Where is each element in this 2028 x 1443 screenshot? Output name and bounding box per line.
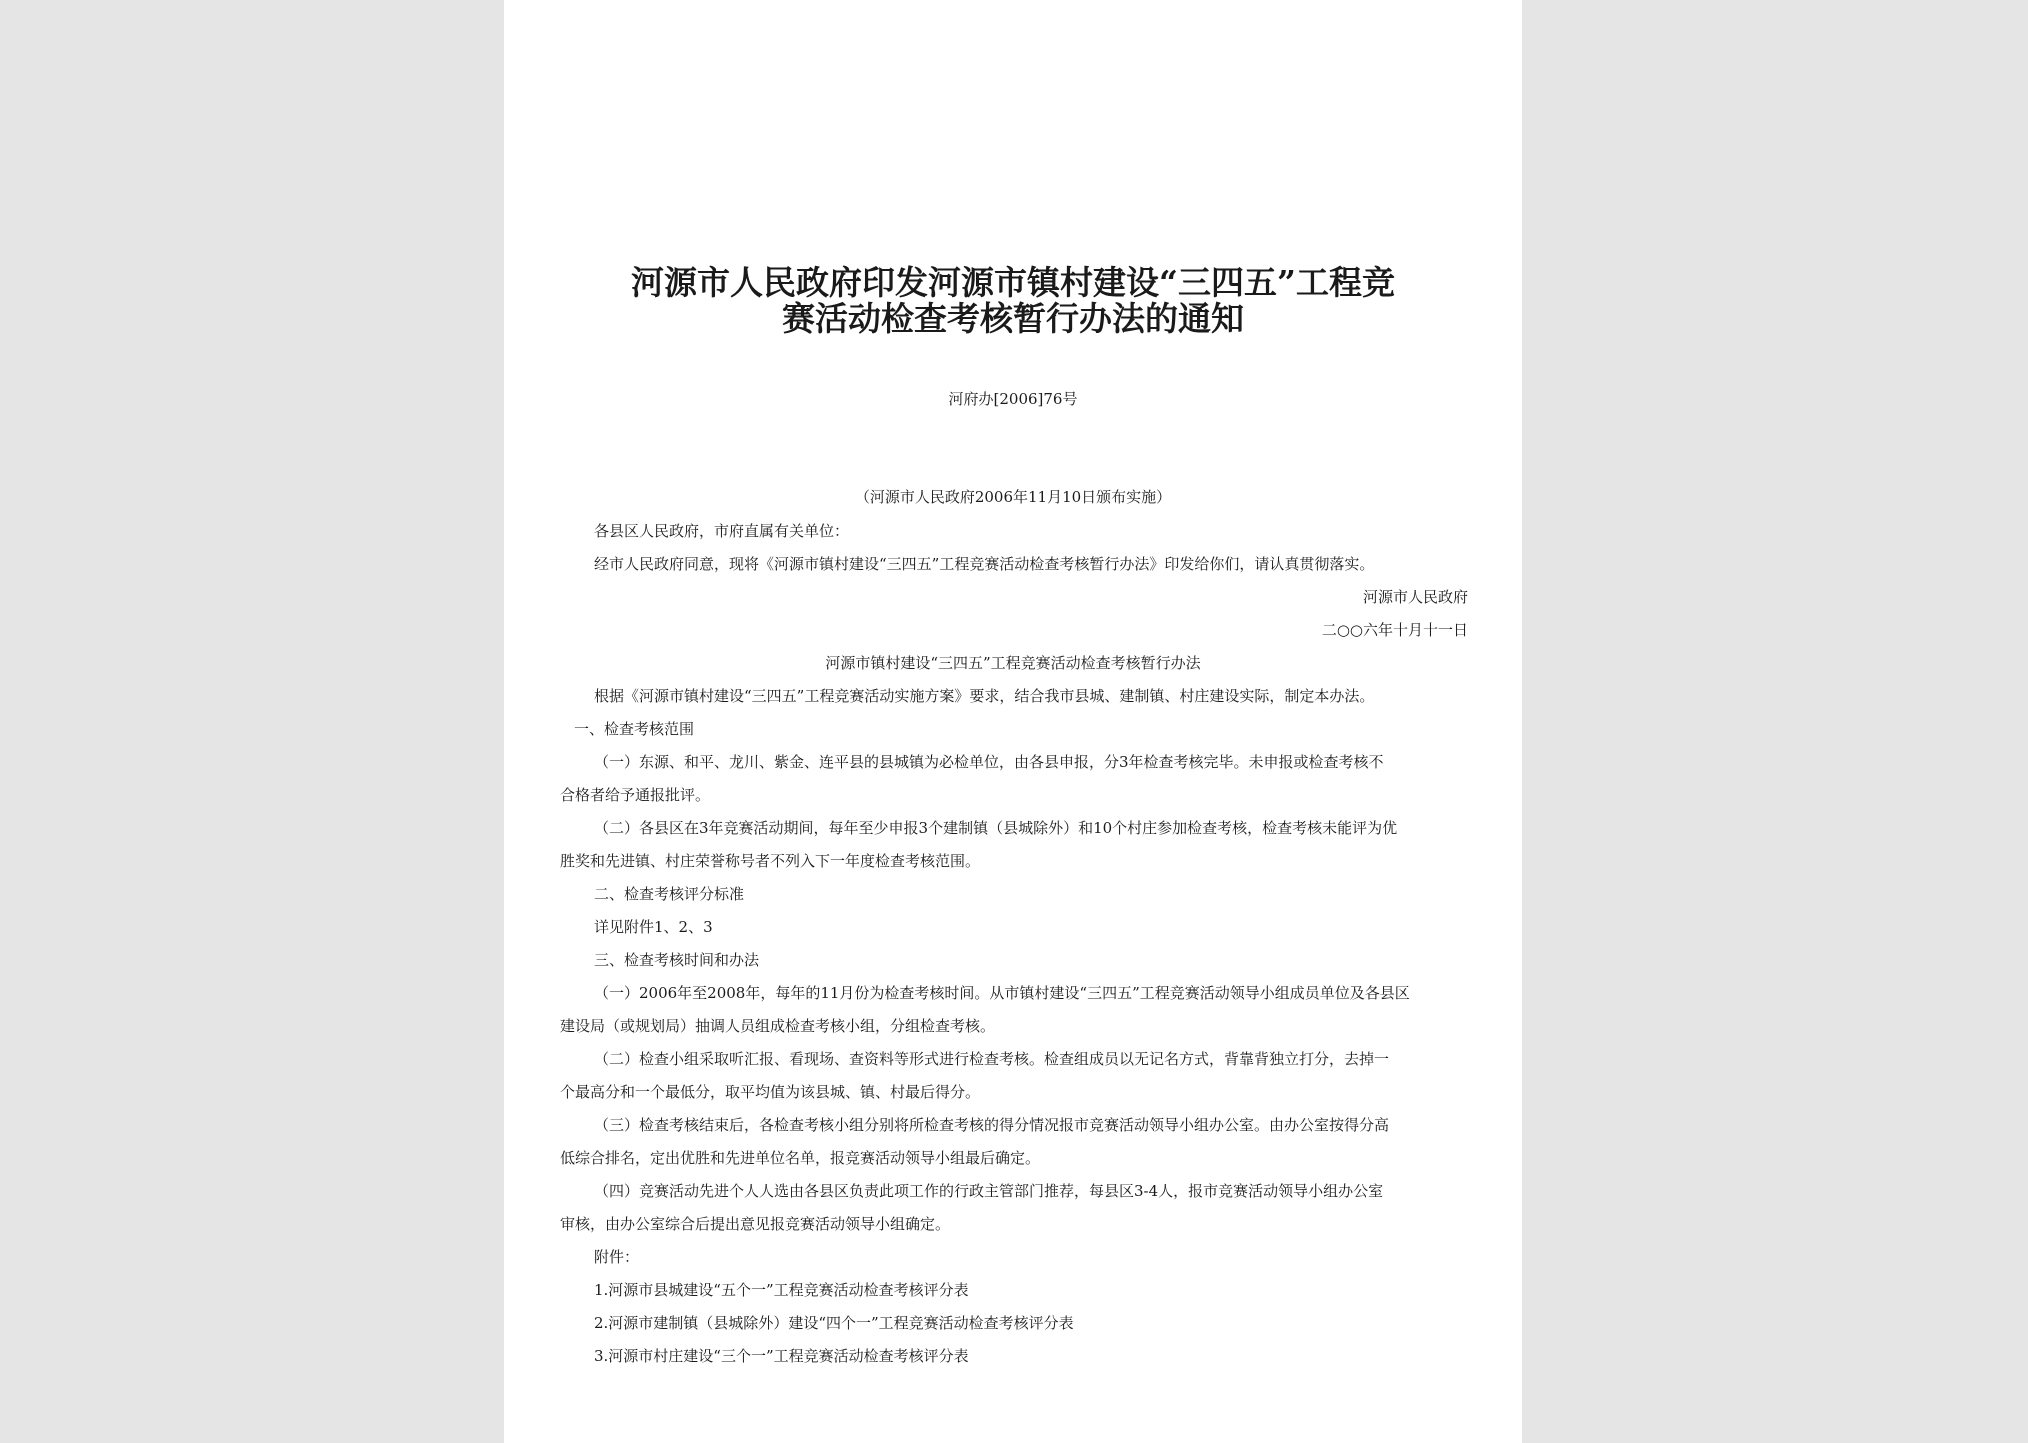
measures-title: 河源市镇村建设“三四五”工程竞赛活动检查考核暂行办法 [825, 654, 1201, 672]
signature-org: 河源市人民政府 [1362, 588, 1468, 606]
body-line: （一）2006年至2008年，每年的11月份为检查考核时间。从市镇村建设“三四五”工程竞赛活动领导小组成员单位及各县区 [594, 984, 1410, 1002]
body-intro: 经市人民政府同意，现将《河源市镇村建设“三四五”工程竞赛活动检查考核暂行办法》印发给你们，请认真贯彻落实。 [594, 555, 1375, 573]
attachment-item: 1.河源市县城建设“五个一”工程竞赛活动检查考核评分表 [594, 1281, 969, 1299]
document-title-line-1: 河源市人民政府印发河源市镇村建设“三四五”工程竞 [631, 263, 1395, 302]
body-line: （三）检查考核结束后，各检查考核小组分别将所检查考核的得分情况报市竞赛活动领导小组办公室。由办公室按得分高 [594, 1116, 1390, 1134]
body-line: 建设局（或规划局）抽调人员组成检查考核小组，分组检查考核。 [560, 1017, 996, 1035]
body-line: 审核，由办公室综合后提出意见报竞赛活动领导小组确定。 [560, 1215, 951, 1233]
addressee: 各县区人民政府，市府直属有关单位： [594, 522, 850, 540]
body-line: （四）竞赛活动先进个人人选由各县区负责此项工作的行政主管部门推荐，每县区3-4人，报市竞赛活动领导小组办公室 [594, 1182, 1384, 1200]
document-number: 河府办[2006]76号 [948, 390, 1078, 408]
body-line: 合格者给予通报批评。 [560, 786, 711, 804]
document-page [504, 0, 1522, 1443]
signature-date: 二○○六年十月十一日 [1321, 621, 1468, 639]
attachment-item: 2.河源市建制镇（县城除外）建设“四个一”工程竞赛活动检查考核评分表 [594, 1314, 1074, 1332]
body-line: 详见附件1、2、3 [594, 918, 713, 936]
body-line: （二）检查小组采取听汇报、看现场、查资料等形式进行检查考核。检查组成员以无记名方式，背靠背独立打分，去掉一 [594, 1050, 1390, 1068]
body-line: 个最高分和一个最低分，取平均值为该县城、镇、村最后得分。 [560, 1083, 981, 1101]
body-line: 根据《河源市镇村建设“三四五”工程竞赛活动实施方案》要求，结合我市县城、建制镇、村庄建设实际，制定本办法。 [594, 687, 1375, 705]
section-heading: 二、检查考核评分标准 [594, 885, 745, 903]
body-line: （二）各县区在3年竞赛活动期间，每年至少申报3个建制镇（县城除外）和10个村庄参加检查考核，检查考核未能评为优 [594, 819, 1398, 837]
section-heading: 三、检查考核时间和办法 [594, 951, 760, 969]
body-line: 低综合排名，定出优胜和先进单位名单，报竞赛活动领导小组最后确定。 [560, 1149, 1041, 1167]
body-line: （一）东源、和平、龙川、紫金、连平县的县城镇为必检单位，由各县申报，分3年检查考核完毕。未申报或检查考核不 [594, 753, 1384, 771]
section-heading: 一、检查考核范围 [574, 720, 695, 738]
attachment-item: 3.河源市村庄建设“三个一”工程竞赛活动检查考核评分表 [594, 1347, 969, 1365]
body-line: 胜奖和先进镇、村庄荣誉称号者不列入下一年度检查考核范围。 [560, 852, 981, 870]
document-title-line-2: 赛活动检查考核暂行办法的通知 [782, 299, 1244, 338]
issue-note: （河源市人民政府2006年11月10日颁布实施） [854, 488, 1172, 506]
attachments-heading: 附件： [594, 1248, 640, 1266]
